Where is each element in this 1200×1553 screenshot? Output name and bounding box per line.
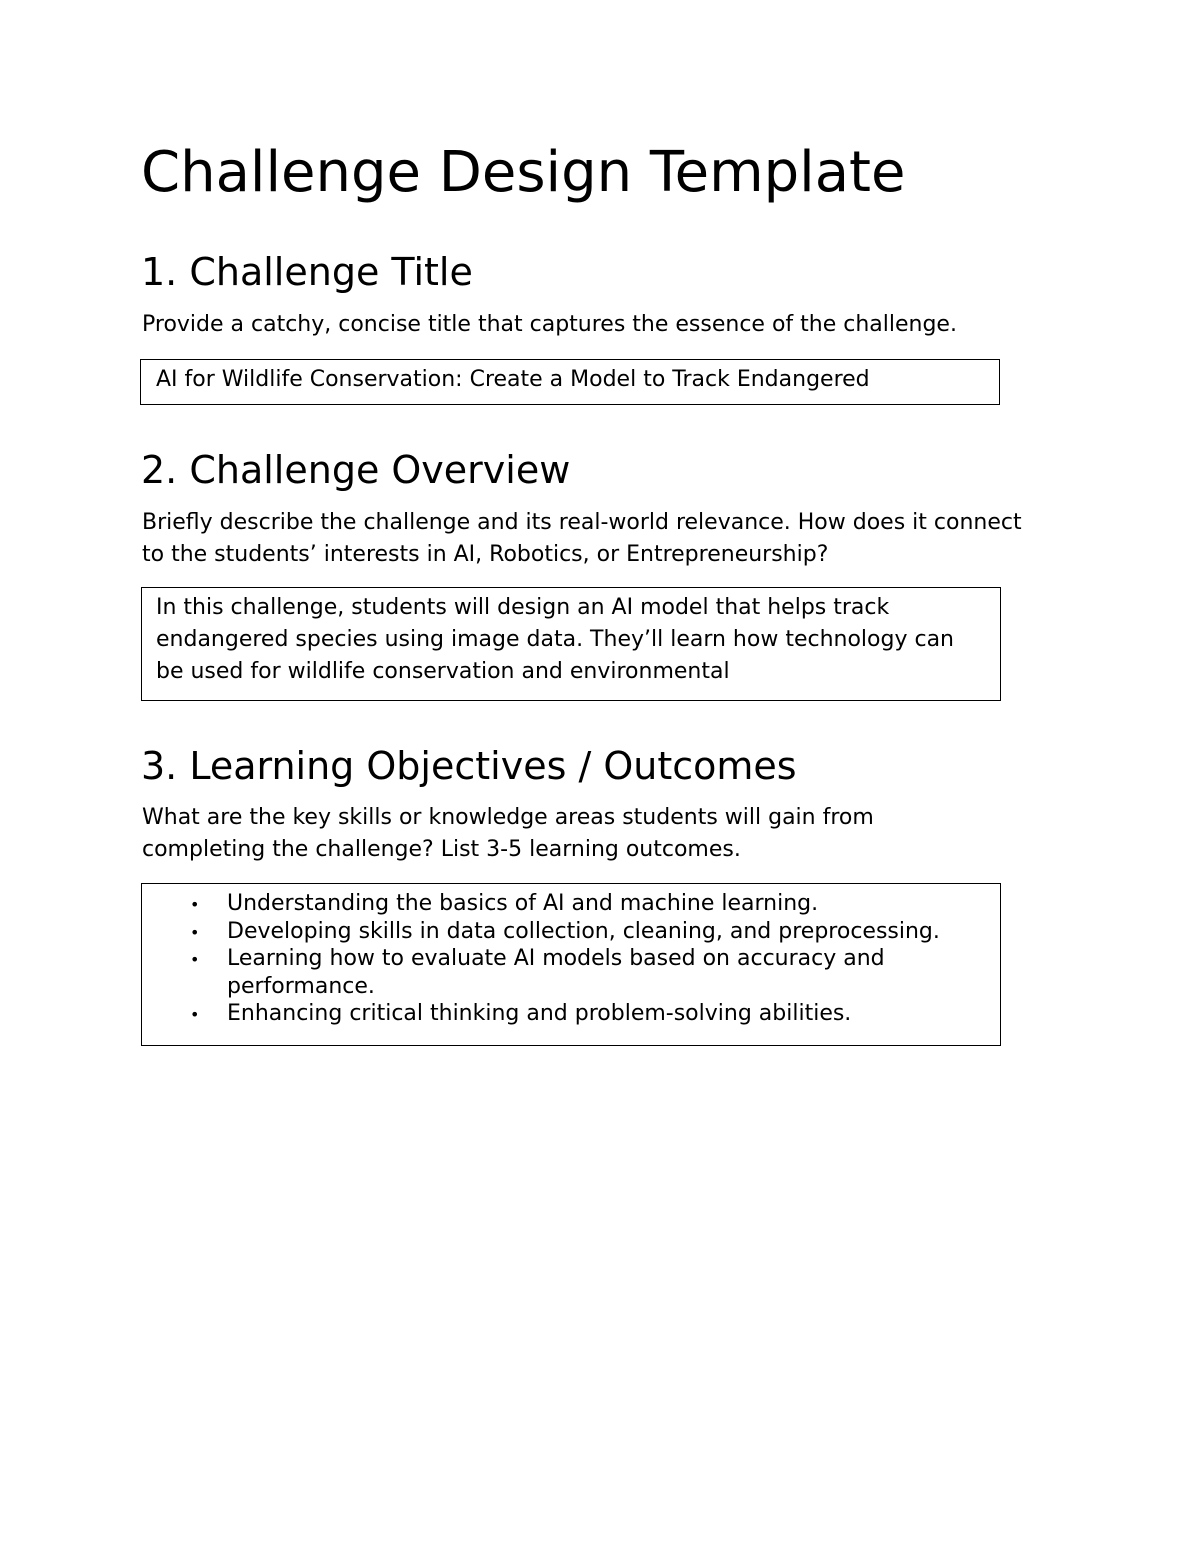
answer-box-challenge-overview[interactable] (141, 587, 1001, 701)
list-item (142, 918, 940, 946)
answer-text-challenge-title: AI for Wildlife Conservation: Create a Model to Track Endangered (156, 367, 870, 392)
list-item (142, 1000, 940, 1028)
learning-outcomes-list (142, 890, 940, 1028)
bullet-icon: • (190, 922, 200, 942)
list-item (142, 945, 940, 1000)
section-prompt-challenge-title: Provide a catchy, concise title that captures the essence of the challenge. (142, 312, 957, 337)
section-heading-challenge-overview: 2. Challenge Overview (141, 448, 571, 492)
answer-box-challenge-title[interactable] (140, 359, 1000, 405)
list-item-text: Developing skills in data collection, cleaning, and preprocessing. (227, 918, 940, 944)
section-heading-challenge-title: 1. Challenge Title (141, 250, 473, 294)
list-item (142, 890, 940, 918)
bullet-icon: • (190, 1005, 200, 1024)
list-item-text: Understanding the basics of AI and machine learning. (227, 891, 819, 916)
page-title: Challenge Design Template (141, 140, 906, 205)
section-prompt-challenge-overview: Briefly describe the challenge and its real-world relevance. How does it connect to the students’ interests in AI, Robotics, or Entrepreneurship? (142, 510, 1022, 567)
list-item-text: Enhancing critical thinking and problem-solving abilities. (227, 1001, 852, 1026)
section-prompt-learning-objectives: What are the key skills or knowledge areas students will gain from completing the challenge? List 3-5 learning outcomes. (142, 805, 874, 862)
answer-text-challenge-overview: In this challenge, students will design an AI model that helps track endangered species using image data. They’ll learn how technology can be used for wildlife conservation and environmental (156, 595, 954, 684)
bullet-icon: • (190, 950, 200, 969)
bullet-icon: • (190, 895, 200, 914)
section-heading-learning-objectives: 3. Learning Objectives / Outcomes (141, 744, 797, 788)
answer-box-learning-objectives[interactable] (141, 883, 1001, 1046)
list-item-text: Learning how to evaluate AI models based on accuracy and performance. (227, 946, 885, 999)
